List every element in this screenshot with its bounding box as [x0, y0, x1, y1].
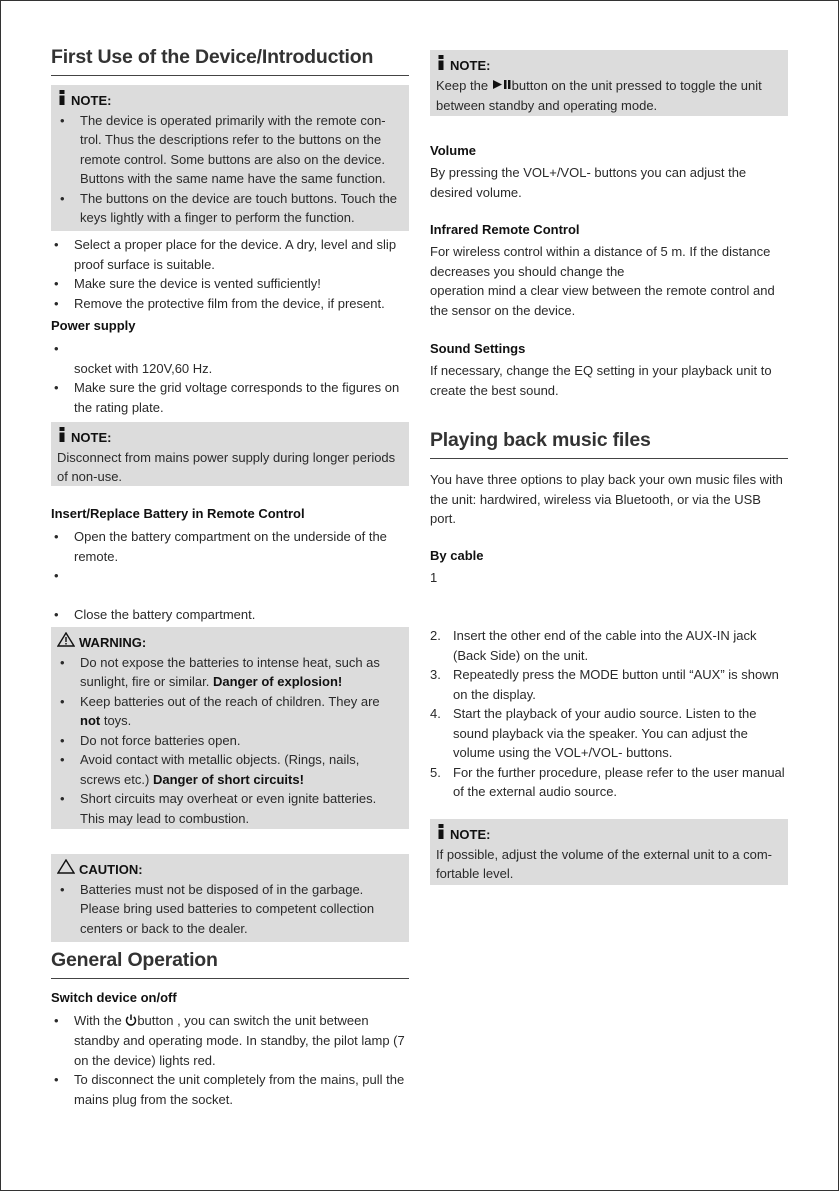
- note-list: [57, 111, 403, 228]
- play-pause-icon: [492, 76, 512, 96]
- heading-battery: Insert/Replace Battery in Remote Control: [51, 506, 305, 521]
- list-item: •: [54, 568, 59, 583]
- playing-intro: You have three options to play back your own music files with the unit: hardwired, wireless via Bluetooth, or via the USB port.: [430, 472, 783, 526]
- step-1-number: 1: [430, 570, 438, 585]
- warning-box: [51, 627, 409, 829]
- list-item: • The buttons on the device are touch buttons. Touch the keys lightly with a finger to perform the function.: [60, 190, 398, 225]
- volume-text: By pressing the VOL+/VOL- buttons you can adjust the desired volume.: [430, 165, 747, 200]
- list-item: • Short circuits may overheat or even ignite batteries. This may lead to combustion.: [60, 791, 377, 826]
- list-item: 4. Start the playback of your audio source. Listen to the sound playback via the speaker. You can adjust the volume using the VOL+/VOL- buttons.: [430, 706, 757, 760]
- note-text: Keep the button on the unit pressed to toggle the unit between standby and operating mode.: [436, 77, 762, 113]
- list-item: • Make sure the grid voltage corresponds to the figures on the rating plate.: [54, 380, 400, 415]
- info-icon: [436, 55, 446, 76]
- list-item: • socket with 120V,60 Hz.: [54, 341, 213, 376]
- info-icon: [436, 824, 446, 845]
- list-item: • Avoid contact with metallic objects. (Rings, nails, screws etc.) Danger of short circuits!: [60, 752, 360, 787]
- note-label: NOTE:: [450, 57, 491, 73]
- heading-sound: Sound Settings: [430, 341, 526, 356]
- list-item: • To disconnect the unit completely from the mains, pull the mains plug from the socket.: [54, 1072, 405, 1107]
- intro-bullets: [51, 235, 409, 313]
- section-title-first-use: First Use of the Device/Introduction: [51, 48, 409, 76]
- info-icon: [57, 427, 67, 448]
- switch-list: [51, 1011, 409, 1109]
- note-header: [436, 55, 782, 76]
- caution-label: CAUTION:: [79, 861, 143, 877]
- list-item: 5. For the further procedure, please refer to the user manual of the external audio source.: [430, 764, 785, 799]
- list-item: • Keep batteries out of the reach of children. They are not toys.: [60, 693, 380, 728]
- cable-steps: [430, 626, 788, 802]
- note-box-mains: [51, 422, 409, 486]
- note-label: NOTE:: [71, 429, 112, 445]
- list-item: • Remove the protective film from the device, if present.: [54, 295, 385, 311]
- power-icon: [125, 1012, 137, 1032]
- warning-triangle-icon: [57, 632, 75, 653]
- note-header: [57, 90, 403, 111]
- battery-list: [51, 527, 409, 625]
- infrared-text-2: operation mind a clear view between the remote control and the sensor on the device.: [430, 283, 775, 318]
- note-text: If possible, adjust the volume of the external unit to a com-fortable level.: [436, 846, 773, 881]
- heading-power-supply: Power supply: [51, 318, 136, 333]
- note-header: [436, 824, 782, 845]
- warning-header: [57, 632, 403, 653]
- caution-triangle-icon: [57, 859, 75, 880]
- info-icon: [57, 90, 67, 111]
- list-item: • Batteries must not be disposed of in the garbage. Please bring used batteries to competent collection centers or back to the dealer.: [60, 881, 375, 936]
- note-box-standby: [430, 50, 788, 116]
- note-header: [57, 427, 403, 448]
- list-item: 2. Insert the other end of the cable into the AUX-IN jack (Back Side) on the unit.: [430, 628, 757, 663]
- note-box-volume: [430, 819, 788, 885]
- infrared-text-1: For wireless control within a distance of 5 m. If the distance decreases you should change the: [430, 244, 771, 279]
- list-item: • Make sure the device is vented sufficiently!: [54, 276, 321, 291]
- caution-header: [57, 859, 403, 880]
- note-label: NOTE:: [450, 826, 491, 842]
- heading-infrared: Infrared Remote Control: [430, 222, 580, 237]
- list-item: • With the button , you can switch the unit between standby and operating mode. In standby, the pilot lamp (7 on the device) lights red.: [54, 1013, 405, 1068]
- list-item: • Close the battery compartment.: [54, 607, 256, 622]
- caution-list: [57, 880, 403, 939]
- section-title-general-operation: General Operation: [51, 951, 409, 979]
- heading-by-cable: By cable: [430, 548, 484, 563]
- caution-box: [51, 854, 409, 942]
- warning-label: WARNING:: [79, 634, 147, 650]
- section-title-playing: Playing back music files: [430, 431, 788, 459]
- heading-volume: Volume: [430, 143, 476, 158]
- list-item: • Do not force batteries open.: [60, 732, 241, 748]
- note-label: NOTE:: [71, 92, 112, 108]
- sound-text: If necessary, change the EQ setting in your playback unit to create the best sound.: [430, 363, 772, 398]
- heading-switch: Switch device on/off: [51, 990, 177, 1005]
- note-text: Disconnect from mains power supply during longer periods of non-use.: [57, 449, 396, 484]
- power-supply-list: [51, 339, 409, 417]
- list-item: • Open the battery compartment on the underside of the remote.: [54, 529, 387, 564]
- list-item: • The device is operated primarily with the remote con-trol. Thus the descriptions refer to the buttons on the remote control. Some buttons are also on the device. Buttons with the same name have the same function.: [60, 112, 386, 186]
- list-item: • Select a proper place for the device. A dry, level and slip proof surface is suitable.: [54, 237, 397, 272]
- warning-list: [57, 653, 403, 829]
- note-box-remote: [51, 85, 409, 231]
- list-item: • Do not expose the batteries to intense heat, such as sunlight, fire or similar. Danger of explosion!: [60, 654, 380, 689]
- list-item: 3. Repeatedly press the MODE button until “AUX” is shown on the display.: [430, 667, 779, 702]
